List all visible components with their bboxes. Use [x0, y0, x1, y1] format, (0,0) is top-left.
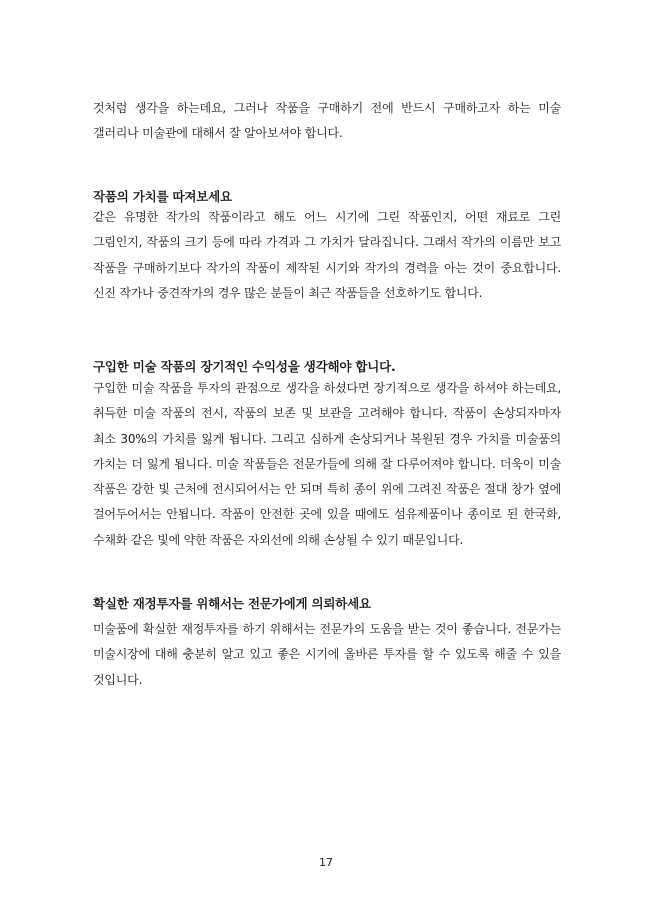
section-body-expert-consultation: 미술품에 확실한 재정투자를 하기 위해서는 전문가의 도움을 받는 것이 좋습니다. 전문가는 미술시장에 대해 충분히 알고 있고 좋은 시기에 올바른 투자를 할 수 있도록 해줄 수 있을 것입니다.	[93, 622, 561, 687]
section-body-artwork-value: 같은 유명한 작가의 작품이라고 해도 어느 시기에 그린 작품인지, 어떤 재료로 그린 그림인지, 작품의 크기 등에 따라 가격과 그 가치가 달라집니다. 그래서 작가의 이름만 보고 작품을 구매하기보다 작가의 작품이 제작된 시기와 작가의 경력을 아는 것이 중요합니다. 신진 작가나 중견작가의 경우 많은 분들이 최근 작품들을 선호하기도 합니다.	[93, 210, 561, 300]
page-number: 17	[319, 856, 333, 869]
section-heading-long-term-profitability: 구입한 미술 작품의 장기적인 수익성을 생각해야 합니다.	[93, 359, 396, 374]
section-heading-artwork-value: 작품의 가치를 따져보세요	[93, 189, 232, 204]
intro-paragraph: 것처럼 생각을 하는데요, 그러나 작품을 구매하기 전에 반드시 구매하고자 하는 미술 갤러리나 미술관에 대해서 잘 알아보셔야 합니다.	[93, 101, 561, 141]
section-heading-expert-consultation: 확실한 재정투자를 위해서는 전문가에게 의뢰하세요	[93, 596, 371, 611]
section-body-long-term-profitability: 구입한 미술 작품을 투자의 관점으로 생각을 하셨다면 장기적으로 생각을 하셔야 하는데요, 취득한 미술 작품의 전시, 작품의 보존 및 보관을 고려해야 합니다. 작품이 손상되자마자 최소 30%의 가치를 잃게 됩니다. 그리고 심하게 손상되거나 복원된 경우 가치를 미술품의 가치는 더 잃게 됩니다. 미술 작품들은 전문가들에 의해 잘 다루어져야 합니다. 더욱이 미술 작품은 강한 빛 근처에 전시되어서는 안 되며 특히 종이 위에 그려진 작품은 절대 창가 옆에 걸어두어서는 안됩니다. 작품이 안전한 곳에 있을 때에도 섬유제품이나 종이로 된 한국화, 수채화 같은 빛에 약한 작품은 자외선에 의해 손상될 수 있기 때문입니다.	[93, 381, 561, 547]
